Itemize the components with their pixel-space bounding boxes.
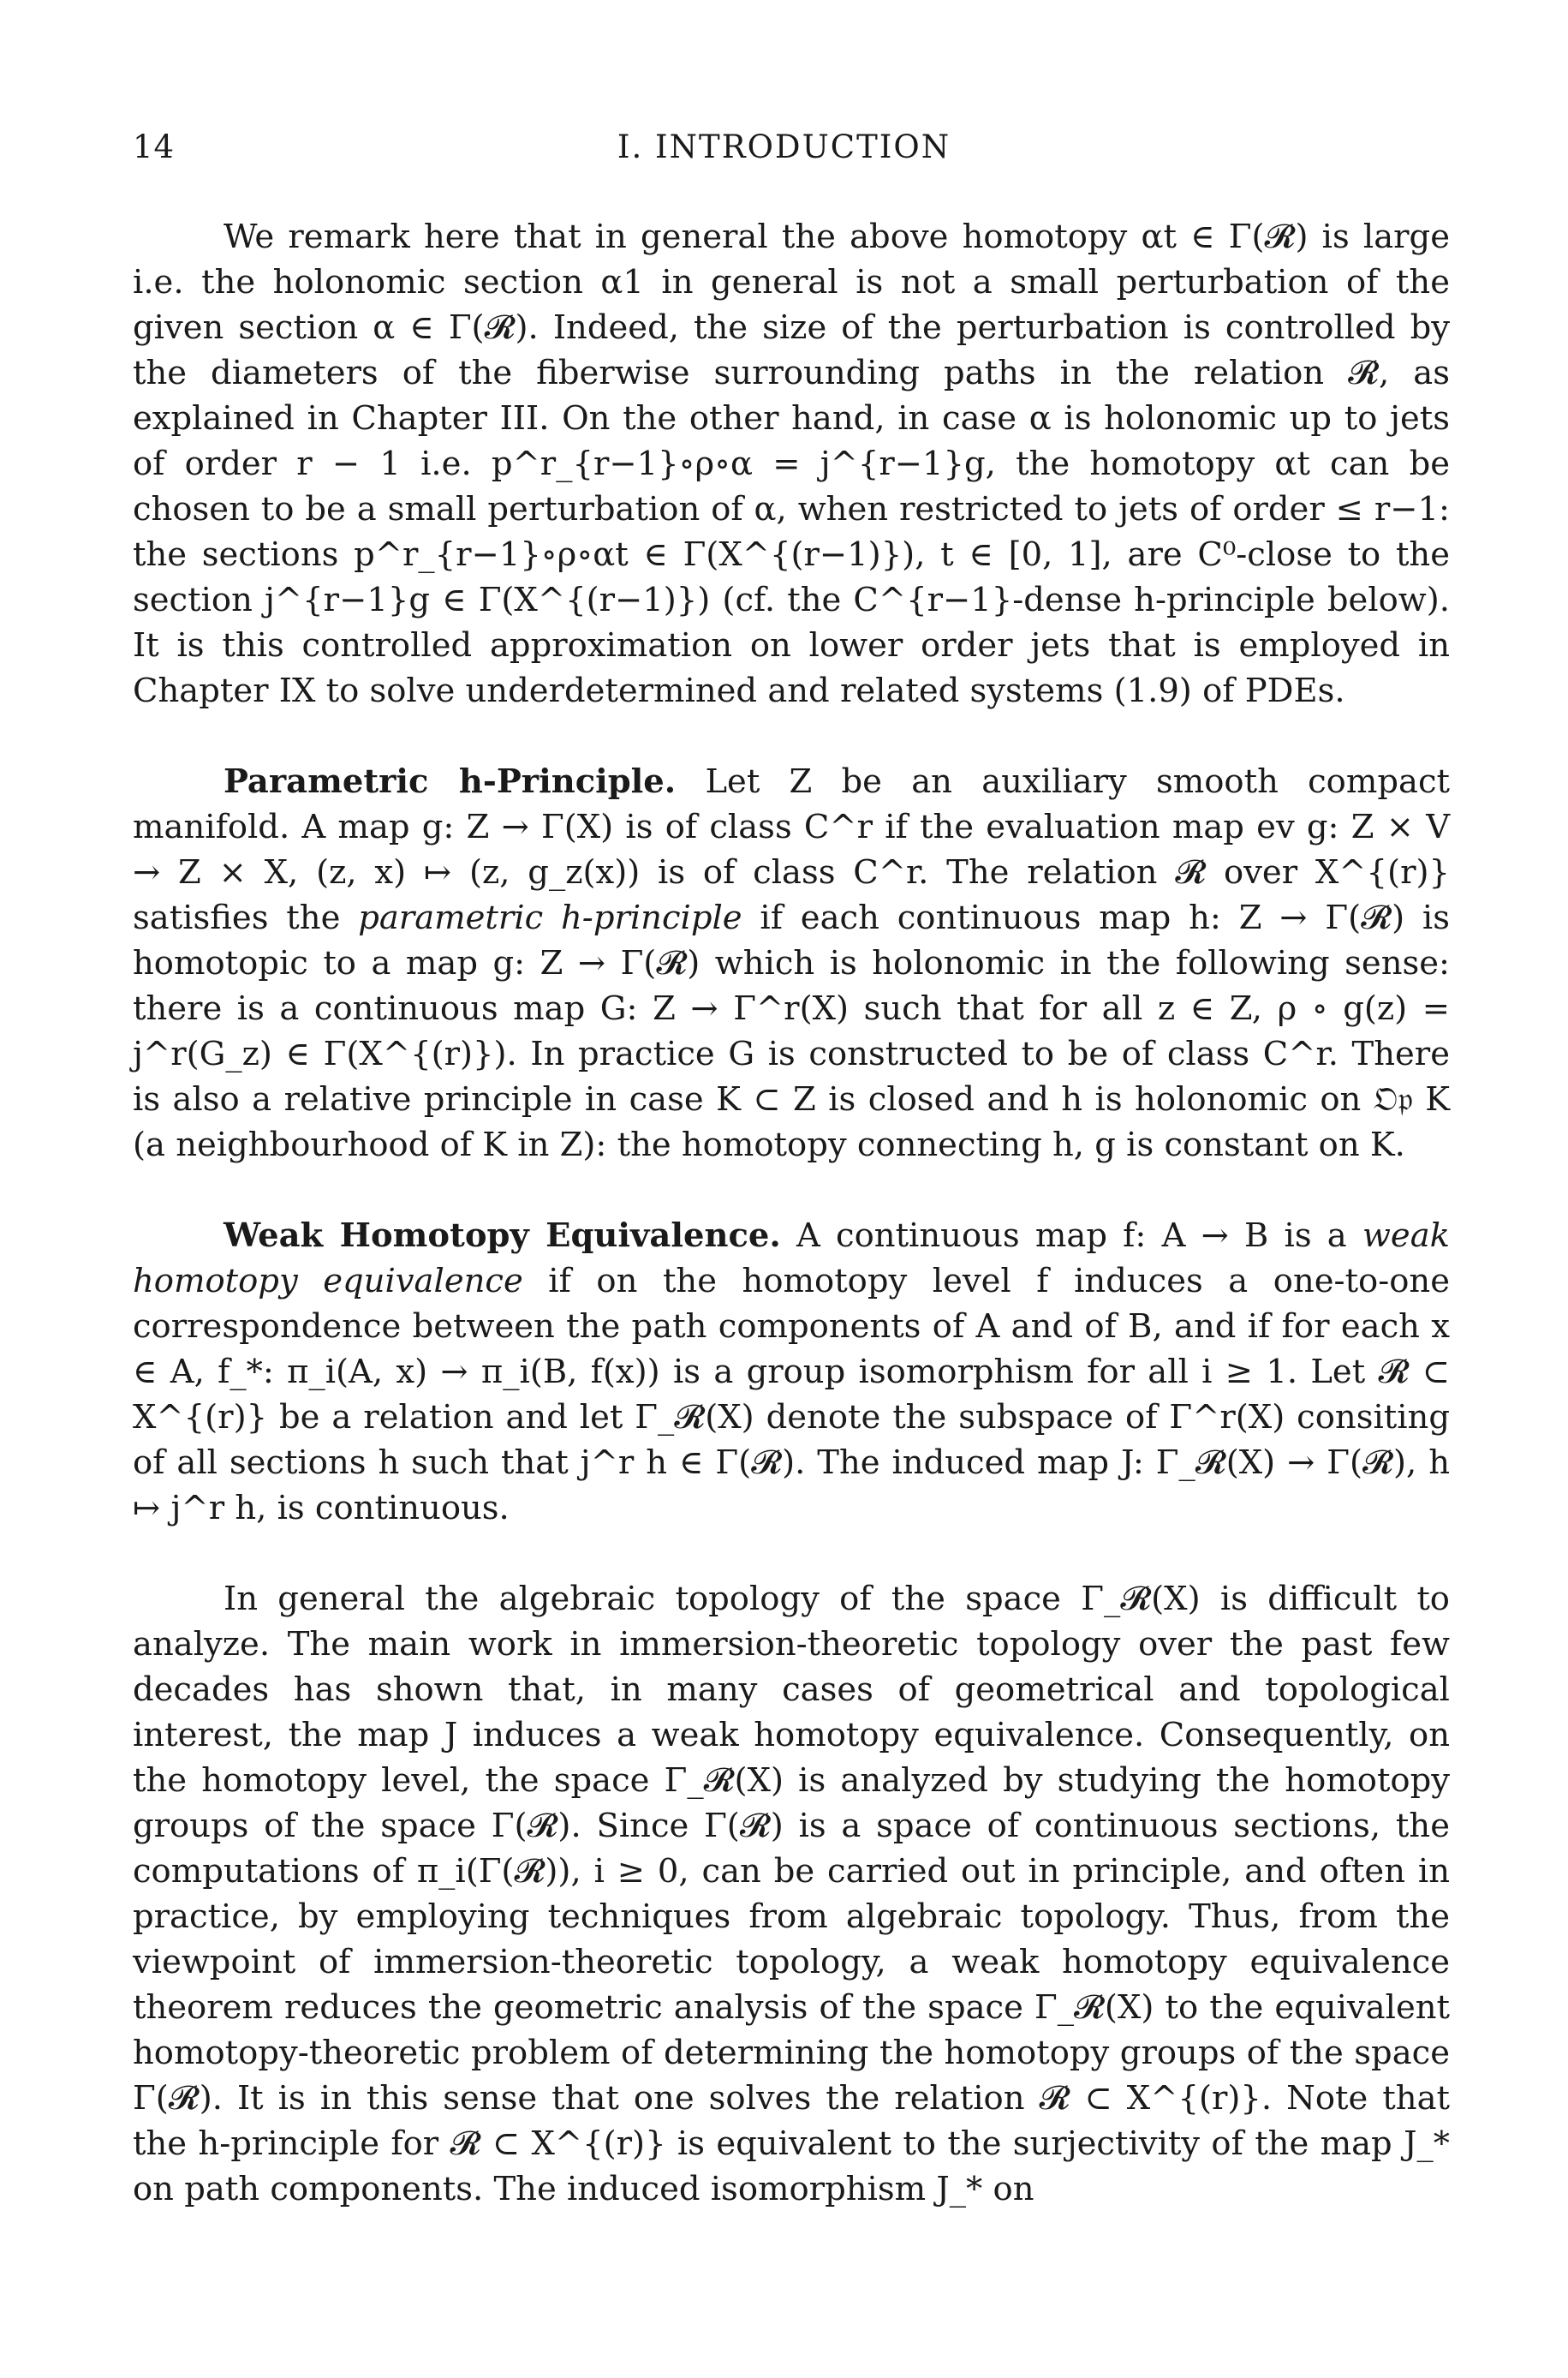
page-number: 14: [133, 128, 176, 165]
paragraph-text: In general the algebraic topology of the space Γ_𝓡(X) is difficult to analyze. The main work in immersion-theoretic topology over the past few decades has shown that, in many cases of geometrical and topological interest, the map J induces a weak homotopy equivalence. Consequently, on the homotopy level, the space Γ_𝓡(X) is analyzed by studying the homotopy groups of the space Γ(𝓡). Since Γ(𝓡) is a space of continuous sections, the computations of π_i(Γ(𝓡)), i ≥ 0, can be carried out in principle, and often in practice, by employing techniques from algebraic topology. Thus, from the viewpoint of immersion-theoretic topology, a weak homotopy equivalence theorem reduces the geometric analysis of the space Γ_𝓡(X) to the equivalent homotopy-theoretic problem of determining the homotopy groups of the space Γ(𝓡). It is in this sense that one solves the relation 𝓡 ⊂ X^{(r)}. Note that the h-principle for 𝓡 ⊂ X^{(r)} is equivalent to the surjectivity of the map J_* on path components. The induced isomorphism J_* on: [133, 1580, 1450, 2208]
paragraph-text: We remark here that in general the above homotopy αt ∈ Γ(𝓡) is large i.e. the holonomic section α1 in general is not a small perturbation of the given section α ∈ Γ(𝓡). Indeed, the size of the perturbation is controlled by the diameters of the fiberwise surrounding paths in the relation 𝓡, as explained in Chapter III. On the other hand, in case α is holonomic up to jets of order r − 1 i.e. p^r_{r−1}∘ρ∘α = j^{r−1}g, the homotopy αt can be chosen to be a small perturbation of α, when restricted to jets of order ≤ r−1: the sections p^r_{r−1}∘ρ∘αt ∈ Γ(X^{(r−1)}), t ∈ [0, 1], are C⁰-close to the section j^{r−1}g ∈ Γ(X^{(r−1)}) (cf. the C^{r−1}-dense h-principle below). It is this controlled approximation on lower order jets that is employed in Chapter IX to solve underdetermined and related systems (1.9) of PDEs.: [133, 218, 1450, 710]
paragraph-parametric-h-principle: [133, 759, 1450, 1168]
section-heading: Weak Homotopy Equivalence.: [224, 1216, 781, 1255]
paragraph-text: A continuous map f: A → B is a: [780, 1216, 1362, 1255]
section-heading: Parametric h-Principle.: [224, 762, 677, 801]
emphasized-term: parametric h-principle: [358, 899, 742, 937]
paragraph-algebraic-topology: [133, 1576, 1450, 2212]
paragraph-text: if each continuous map h: Z → Γ(𝓡) is homotopic to a map g: Z → Γ(𝓡) which is holonomic in the following sense: there is a continuous map G: Z → Γ^r(X) such that for all z ∈ Z, ρ ∘ g(z) = j^r(G_z) ∈ Γ(X^{(r)}). In practice G is constructed to be of class C^r. There is also a relative principle in case K ⊂ Z is closed and h is holonomic on 𝔒𝔭 K (a neighbourhood of K in Z): the homotopy connecting h, g is constant on K.: [133, 899, 1450, 1164]
emphasized-term: weak homotopy equivalence: [133, 1216, 1450, 1300]
paragraph-weak-homotopy-equivalence: [133, 1213, 1450, 1531]
running-title: I. INTRODUCTION: [617, 128, 951, 165]
paragraph-text: Let Z be an auxiliary smooth compact manifold. A map g: Z → Γ(X) is of class C^r if the evaluation map ev g: Z × V → Z × X, (z, x) ↦ (z, g_z(x)) is of class C^r. The relation 𝓡 over X^{(r)} satisfies the: [133, 762, 1450, 937]
paragraph-remark: [133, 214, 1450, 714]
page-body: [133, 214, 1450, 2212]
paragraph-text: if on the homotopy level f induces a one-to-one correspondence between the path components of A and of B, and if for each x ∈ A, f_*: π_i(A, x) → π_i(B, f(x)) is a group isomorphism for all i ≥ 1. Let 𝓡 ⊂ X^{(r)} be a relation and let Γ_𝓡(X) denote the subspace of Γ^r(X) consiting of all sections h such that j^r h ∈ Γ(𝓡). The induced map J: Γ_𝓡(X) → Γ(𝓡), h ↦ j^r h, is continuous.: [133, 1262, 1450, 1527]
